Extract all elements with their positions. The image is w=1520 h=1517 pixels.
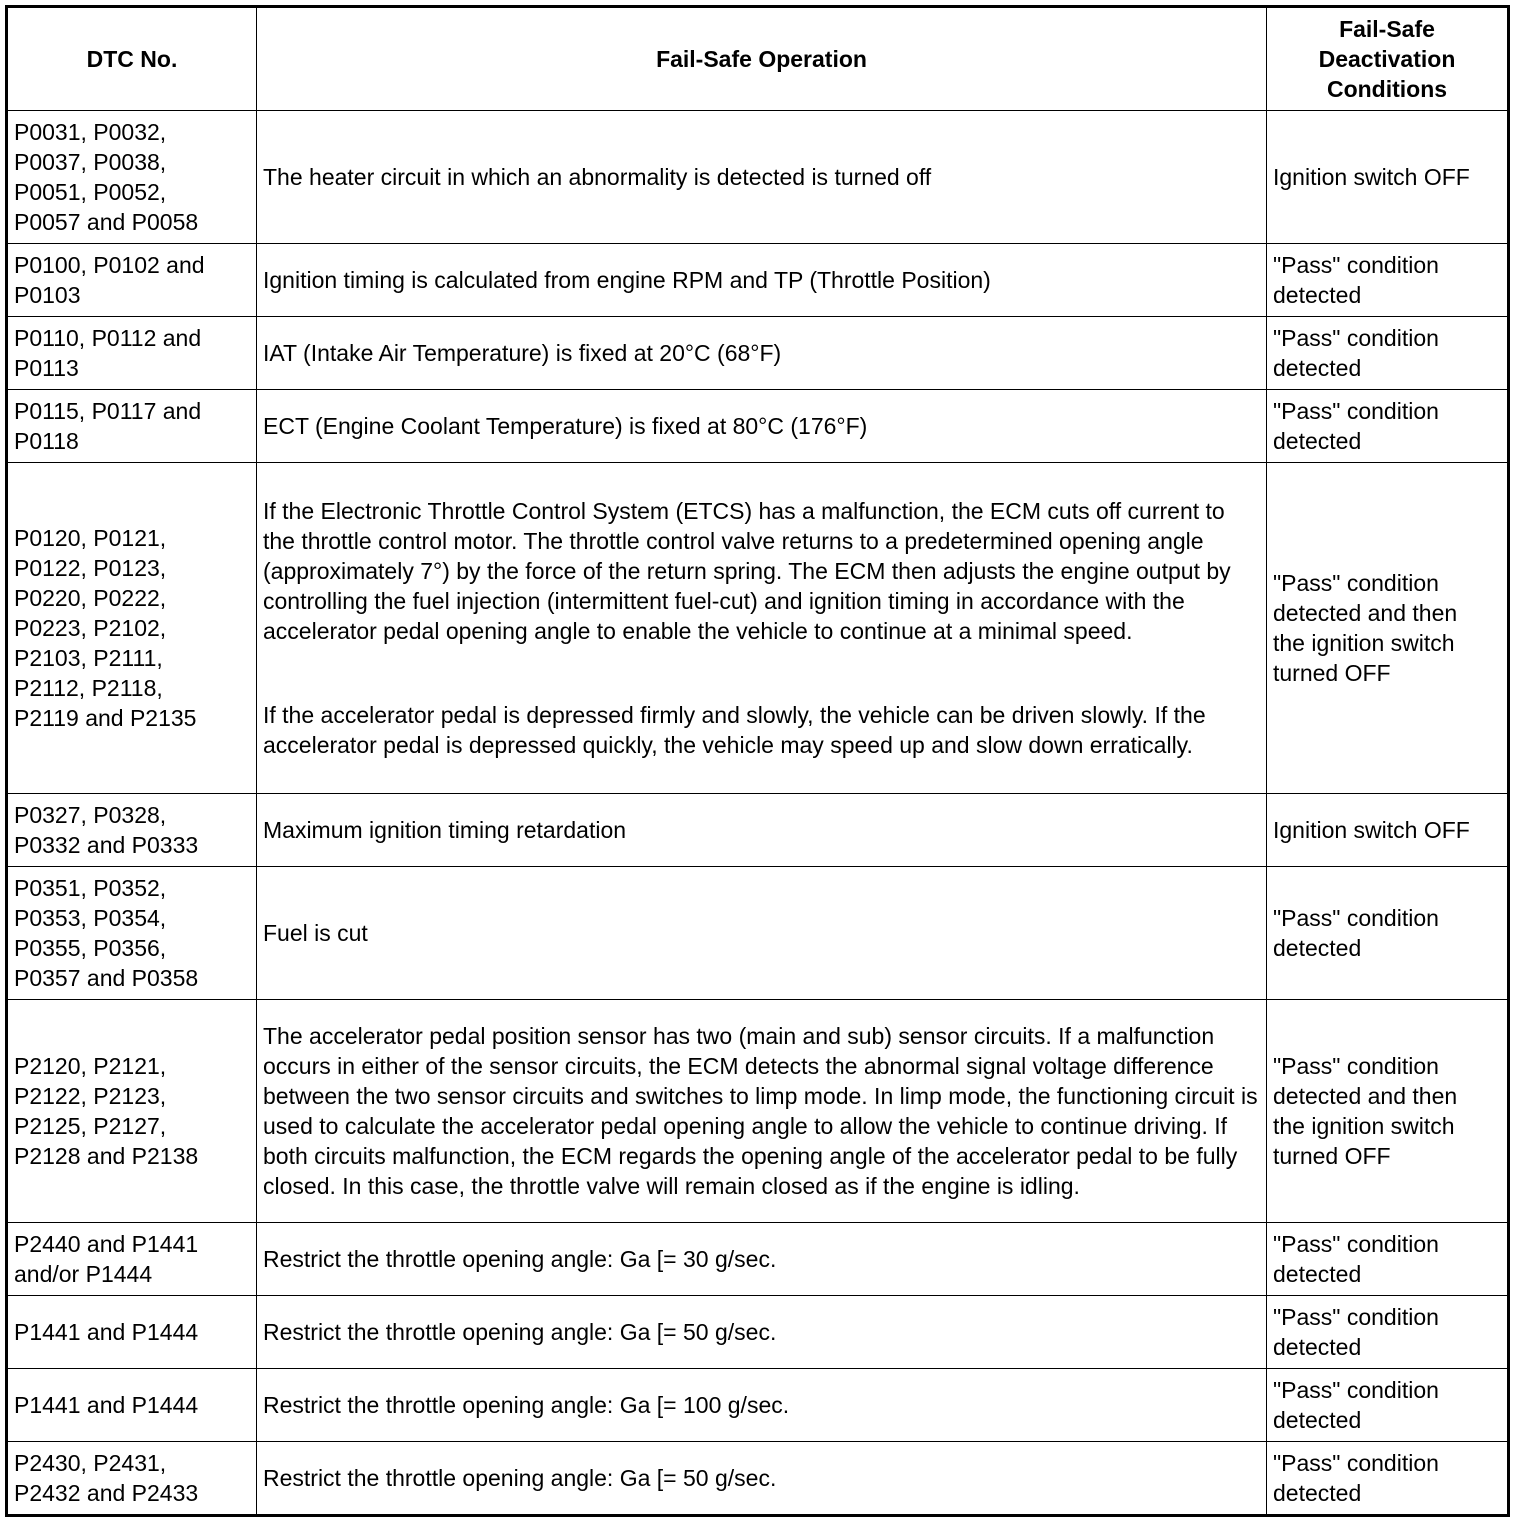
table-row [7,317,1509,390]
dtc-cell: P2440 and P1441 and/or P1444 [7,1223,257,1296]
conditions-cell: Ignition switch OFF [1267,111,1509,244]
operation-text: If the Electronic Throttle Control System (ETCS) has a malfunction, the ECM cuts off current to the throttle control motor. The throttle control valve returns to a predetermined opening angle (approximately 7°) by the force of the return spring. The ECM then adjusts the engine output by controlling the fuel injection (intermittent fuel-cut) and ignition timing in accordance with the accelerator pedal opening angle to enable the vehicle to continue at a minimal speed. [263,498,1231,644]
operation-cell [257,463,1267,794]
dtc-cell: P0351, P0352, P0353, P0354, P0355, P0356, P0357 and P0358 [7,867,257,1000]
operation-text: Restrict the throttle opening angle: Ga [= 50 g/sec. [263,1465,777,1491]
dtc-cell: P0100, P0102 and P0103 [7,244,257,317]
operation-text: IAT (Intake Air Temperature) is fixed at 20°C (68°F) [263,340,782,366]
operation-cell [257,867,1267,1000]
table-row [7,244,1509,317]
table-row [7,867,1509,1000]
operation-cell [257,317,1267,390]
document-page [5,5,1510,1517]
operation-cell [257,1000,1267,1223]
operation-text: If the accelerator pedal is depressed firmly and slowly, the vehicle can be driven slowly. If the accelerator pedal is depressed quickly, the vehicle may speed up and slow down erratically. [263,702,1206,758]
table-row [7,1442,1509,1516]
table-row [7,1000,1509,1223]
conditions-cell: Ignition switch OFF [1267,794,1509,867]
operation-text: Fuel is cut [263,920,368,946]
operation-cell [257,794,1267,867]
table-row [7,111,1509,244]
conditions-cell: "Pass" condition detected [1267,867,1509,1000]
conditions-cell: "Pass" condition detected and then the ignition switch turned OFF [1267,463,1509,794]
fail-safe-table [5,5,1510,1517]
operation-cell [257,1369,1267,1442]
operation-text: Restrict the throttle opening angle: Ga [= 30 g/sec. [263,1246,777,1272]
conditions-cell: "Pass" condition detected and then the ignition switch turned OFF [1267,1000,1509,1223]
conditions-cell: "Pass" condition detected [1267,1223,1509,1296]
operation-cell [257,1442,1267,1516]
dtc-cell: P1441 and P1444 [7,1296,257,1369]
operation-text: Maximum ignition timing retardation [263,817,627,843]
table-row [7,1369,1509,1442]
operation-text: Ignition timing is calculated from engine RPM and TP (Throttle Position) [263,267,991,293]
operation-cell [257,111,1267,244]
operation-text: The accelerator pedal position sensor has two (main and sub) sensor circuits. If a malfunction occurs in either of the sensor circuits, the ECM detects the abnormal signal voltage difference between the two sensor circuits and switches to limp mode. In limp mode, the functioning circuit is used to calculate the accelerator pedal opening angle to allow the vehicle to continue driving. If both circuits malfunction, the ECM regards the opening angle of the accelerator pedal to be fully closed. In this case, the throttle valve will remain closed as if the engine is idling. [263,1023,1258,1199]
operation-text: ECT (Engine Coolant Temperature) is fixed at 80°C (176°F) [263,413,868,439]
dtc-cell: P0031, P0032, P0037, P0038, P0051, P0052, P0057 and P0058 [7,111,257,244]
conditions-cell: "Pass" condition detected [1267,1296,1509,1369]
operation-cell [257,1223,1267,1296]
table-row [7,794,1509,867]
dtc-cell: P0115, P0117 and P0118 [7,390,257,463]
table-row [7,1296,1509,1369]
operation-cell [257,1296,1267,1369]
conditions-cell: "Pass" condition detected [1267,317,1509,390]
conditions-cell: "Pass" condition detected [1267,1369,1509,1442]
header-conditions: Fail-Safe Deactivation Conditions [1267,7,1509,111]
dtc-cell: P0120, P0121, P0122, P0123, P0220, P0222, P0223, P2102, P2103, P2111, P2112, P2118, P2119 and P2135 [7,463,257,794]
header-dtc: DTC No. [7,7,257,111]
operation-text: Restrict the throttle opening angle: Ga [= 100 g/sec. [263,1392,790,1418]
dtc-cell: P0110, P0112 and P0113 [7,317,257,390]
conditions-cell: "Pass" condition detected [1267,244,1509,317]
dtc-cell: P1441 and P1444 [7,1369,257,1442]
conditions-cell: "Pass" condition detected [1267,1442,1509,1516]
operation-cell [257,244,1267,317]
table-header-row [7,7,1509,111]
table-row [7,390,1509,463]
operation-cell [257,390,1267,463]
dtc-cell: P2120, P2121, P2122, P2123, P2125, P2127, P2128 and P2138 [7,1000,257,1223]
header-operation: Fail-Safe Operation [257,7,1267,111]
dtc-cell: P0327, P0328, P0332 and P0333 [7,794,257,867]
operation-text: The heater circuit in which an abnormality is detected is turned off [263,164,932,190]
dtc-cell: P2430, P2431, P2432 and P2433 [7,1442,257,1516]
table-row [7,463,1509,794]
operation-text: Restrict the throttle opening angle: Ga [= 50 g/sec. [263,1319,777,1345]
conditions-cell: "Pass" condition detected [1267,390,1509,463]
table-row [7,1223,1509,1296]
